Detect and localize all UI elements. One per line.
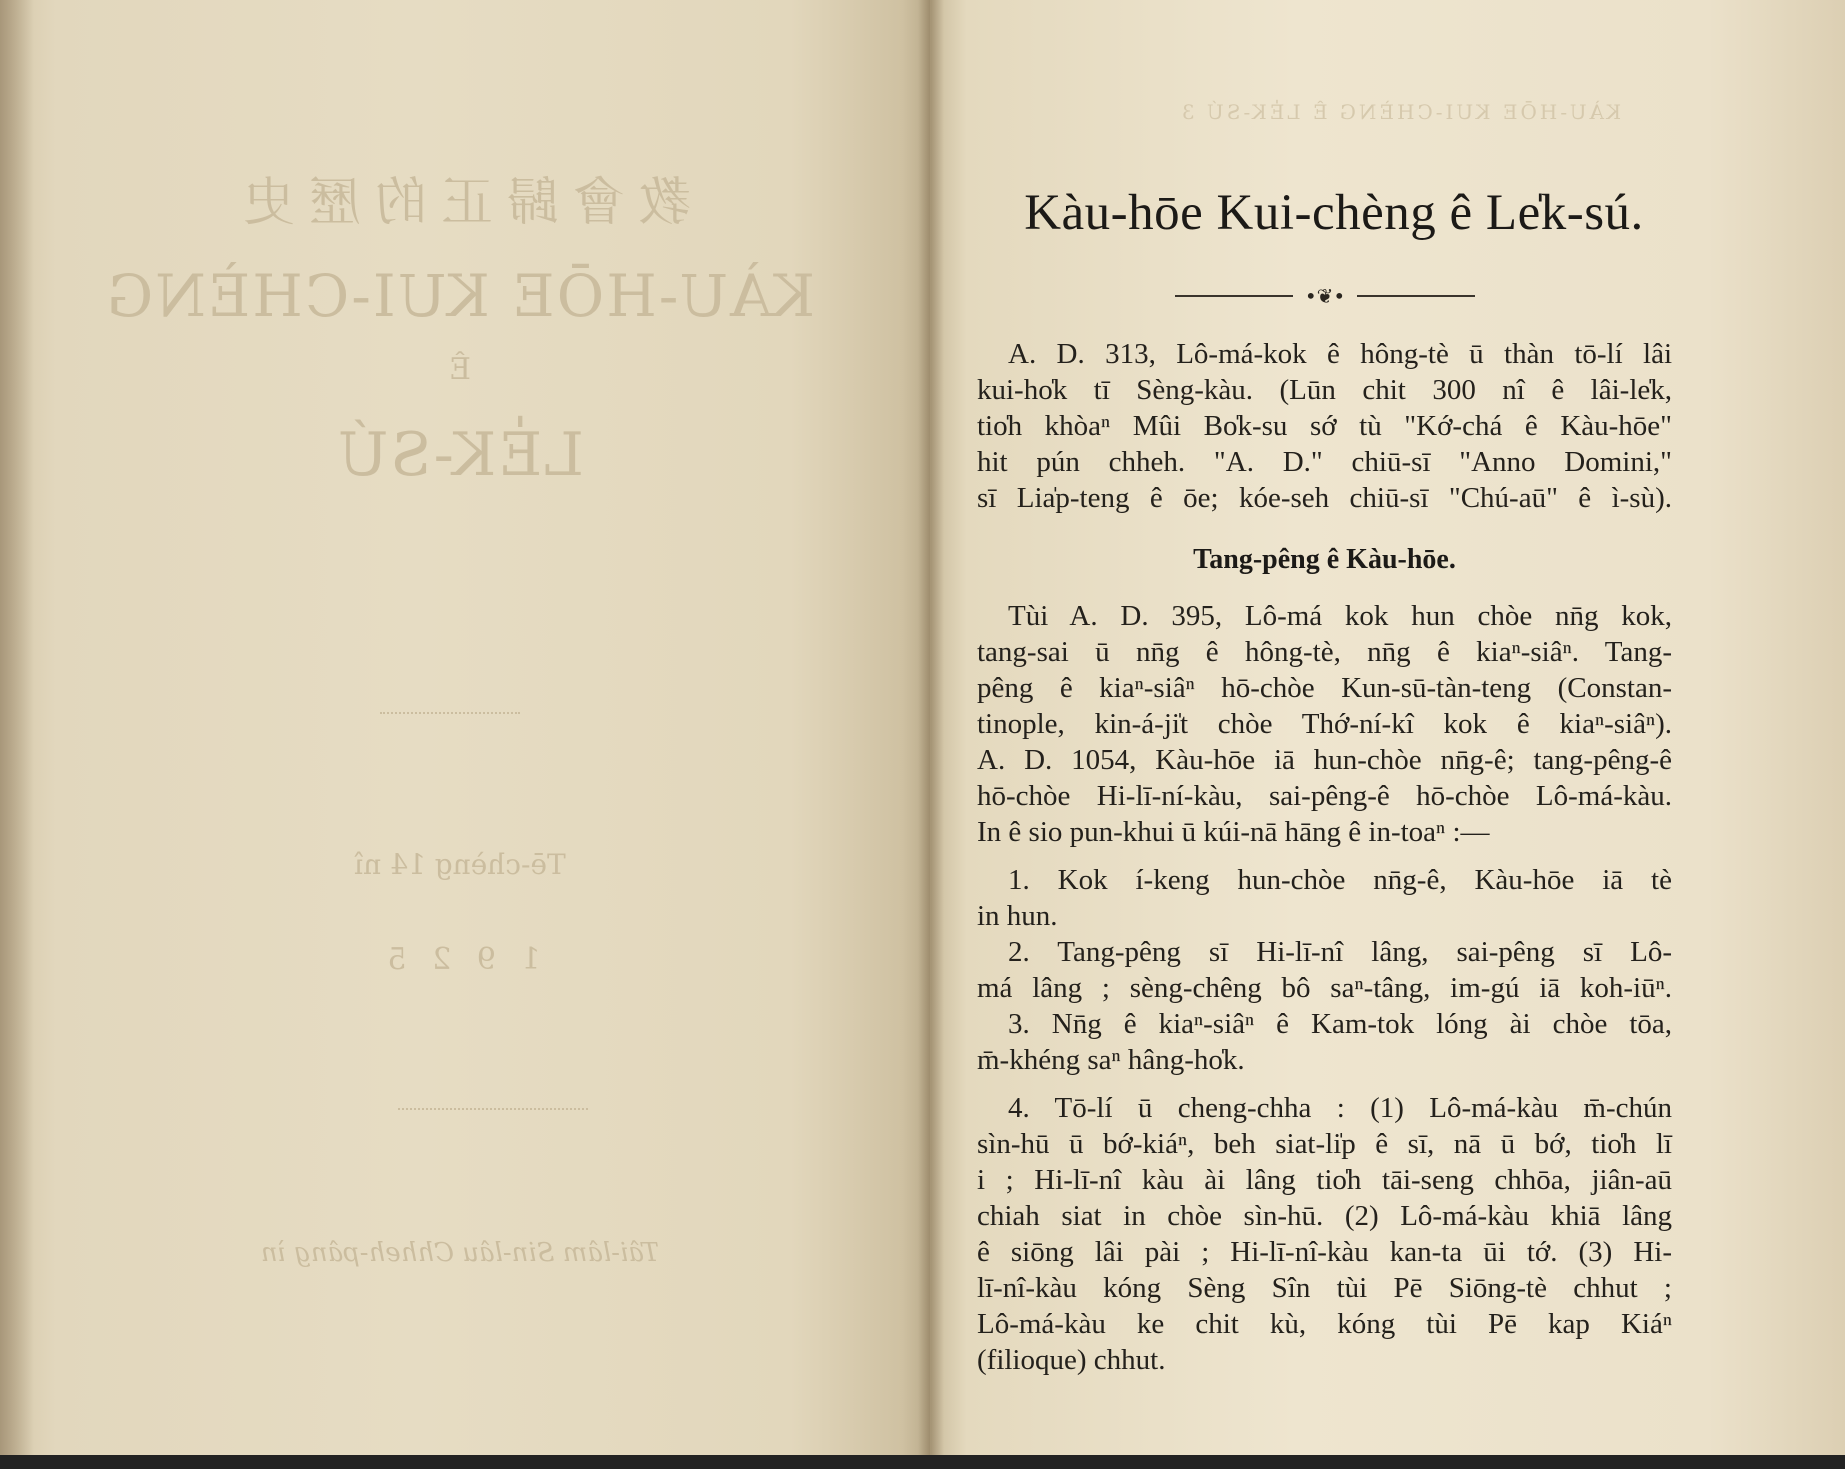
list-item-4-cont: (filioque) chhut. (977, 1344, 1166, 1376)
list-item-4: 4. Tō-lí ū cheng-chha : (1) Lô-má-kàu m̄-chún (1008, 1092, 1672, 1124)
book-gutter (918, 0, 944, 1469)
intro-line: kui-ho̍k tī Sèng-kàu. (Lūn chit 300 nî ê lâi-le̍k, (977, 374, 1672, 406)
intro-line: sī Lia̍p-teng ê ōe; kóe-seh chiū-sī "Chú-aū" ê ì-sù). (977, 482, 1672, 514)
ornament-icon: •❦• (1304, 284, 1346, 308)
list-item-4-cont: sìn-hū ū bớ-kiáⁿ, beh siat-li̍p ê sī, nā ū bớ, tio̍h lī (977, 1128, 1672, 1160)
list-item-2-cont: má lâng ; sèng-chêng bô saⁿ-tâng, im-gú iā koh-iūⁿ. (977, 972, 1672, 1004)
scan-background (0, 1455, 1845, 1469)
list-item-2: 2. Tang-pêng sī Hi-lī-nî lâng, sai-pêng sī Lô- (1008, 936, 1672, 968)
list-item-3: 3. Nn̄g ê kiaⁿ-siâⁿ ê Kam-tok lóng ài chòe tōa, (1008, 1008, 1672, 1040)
section-line: pêng ê kiaⁿ-siâⁿ hō-chòe Kun-sū-tàn-teng (Constan- (977, 672, 1672, 704)
list-item-4-cont: lī-nî-kàu kóng Sèng Sîn tùi Pē Siōng-tè chhut ; (977, 1272, 1672, 1304)
intro-line: hit pún chheh. "A. D." chiū-sī "Anno Domini," (977, 446, 1672, 478)
ornament-line-left (1175, 295, 1293, 297)
ghost-divider-bottom (398, 1108, 588, 1110)
ghost-edition: Tē-chèng 14 nî (354, 848, 566, 881)
section-subheading: Tang-pêng ê Kàu-hōe. (1193, 544, 1456, 575)
list-item-3-cont: m̄-khéng saⁿ hâng-ho̍k. (977, 1044, 1245, 1076)
intro-line: tio̍h khòaⁿ Mûi Bo̍k-su sớ tù "Kớ-chá ê Kàu-hōe" (977, 410, 1672, 442)
ghost-chinese-title: 教會歸正的歷史 (229, 173, 692, 233)
list-item-1: 1. Kok í-keng hun-chòe nn̄g-ê, Kàu-hōe iā tè (1008, 864, 1672, 896)
section-line: Tùi A. D. 395, Lô-má kok hun chòe nn̄g kok, (1008, 600, 1672, 632)
ornament-line-right (1357, 295, 1475, 297)
ghost-title-line-2: Ê (449, 352, 471, 387)
section-line: In ê sio pun-khui ū kúi-nā hāng ê in-toaⁿ :— (977, 816, 1490, 848)
worn-page-edge (0, 0, 34, 1469)
section-line: hō-chòe Hi-lī-ní-kàu, sai-pêng-ê hō-chòe Lô-má-kàu. (977, 780, 1672, 812)
title-ornament (1175, 284, 1475, 308)
ghost-year: 1 9 2 5 (379, 942, 541, 977)
ghost-title-line-1: KÀU-HŌE KUI-CHÈNG (104, 262, 816, 330)
list-item-1-cont: in hun. (977, 900, 1058, 932)
section-line: tinople, kin-á-ji̍t chòe Thớ-ní-kî kok ê kiaⁿ-siâⁿ). (977, 708, 1672, 740)
ghost-publisher: Tâi-lâm Sin-lâu Chheh-pâng ìn (260, 1238, 660, 1268)
ghost-running-head: KÀU-HŌE KUI-CHÈNG Ê LE̍K-SÚ 3 (1178, 100, 1622, 124)
list-item-4-cont: Lô-má-kàu ke chit kù, kóng tùi Pē kap Kiáⁿ (977, 1308, 1672, 1340)
ghost-divider-top (380, 712, 520, 714)
list-item-4-cont: chiah siat in chòe sìn-hū. (2) Lô-má-kàu khiā lâng (977, 1200, 1672, 1232)
page-title: Kàu-hōe Kui-chèng ê Le̍k-sú. (1024, 185, 1644, 241)
ghost-title-line-3: LE̍K-SÚ (335, 420, 585, 490)
section-line: A. D. 1054, Kàu-hōe iā hun-chòe nn̄g-ê; tang-pêng-ê (977, 744, 1672, 776)
section-line: tang-sai ū nn̄g ê hông-tè, nn̄g ê kiaⁿ-siâⁿ. Tang- (977, 636, 1672, 668)
list-item-4-cont: i ; Hi-lī-nî kàu ài lâng tio̍h tāi-seng chhōa, jiân-aū (977, 1164, 1672, 1196)
list-item-4-cont: ê siōng lâi pài ; Hi-lī-nî-kàu kan-ta ūi tớ. (3) Hi- (977, 1236, 1672, 1268)
intro-line: A. D. 313, Lô-má-kok ê hông-tè ū thàn tō-lí lâi (1008, 338, 1672, 370)
